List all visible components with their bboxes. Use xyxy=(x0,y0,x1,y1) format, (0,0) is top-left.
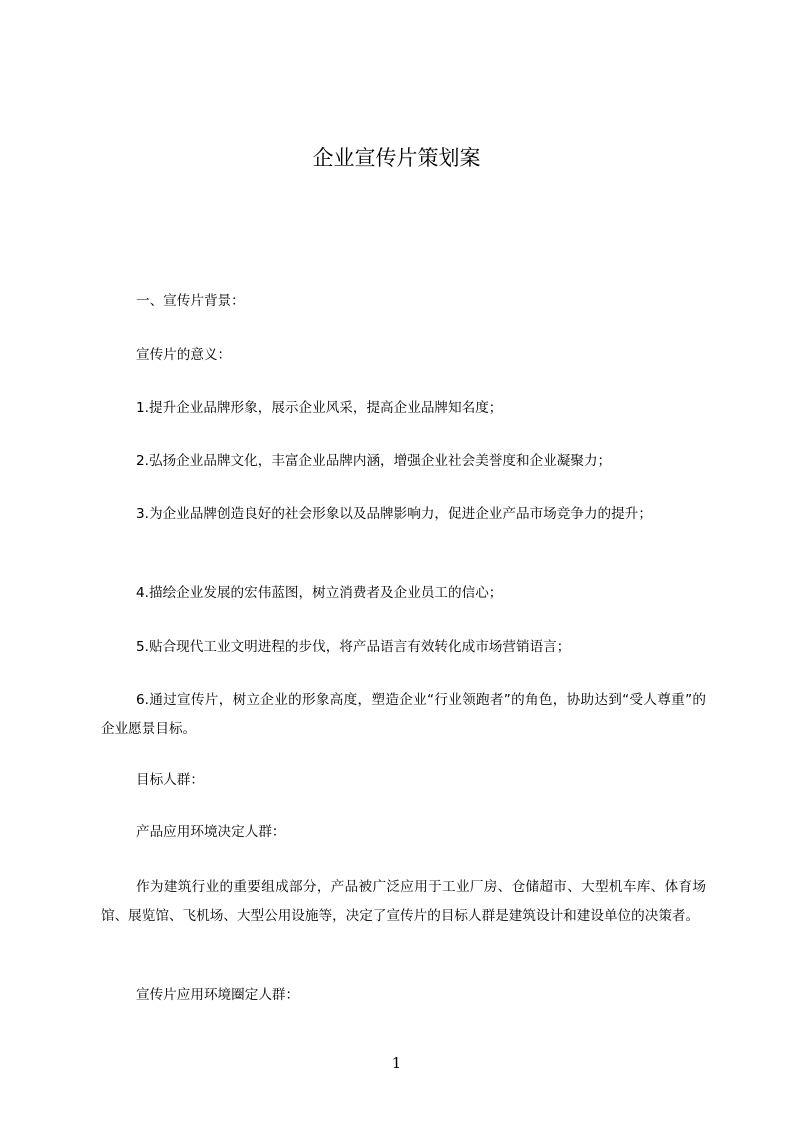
page-number: 1 xyxy=(391,1054,402,1072)
subheading-significance: 宣传片的意义： xyxy=(136,347,232,363)
list-item-5: 5.贴合现代工业文明进程的步伐，将产品语言有效转化成市场营销语言； xyxy=(136,639,571,655)
section-heading-background: 一、宣传片背景： xyxy=(136,293,245,309)
document-title: 企业宣传片策划案 xyxy=(312,146,481,170)
subheading-video-environment: 宣传片应用环境圈定人群： xyxy=(136,987,300,1003)
list-item-2: 2.弘扬企业品牌文化，丰富企业品牌内涵，增强企业社会美誉度和企业凝聚力； xyxy=(136,453,612,469)
body-paragraph-audience: 作为建筑行业的重要组成部分，产品被广泛应用于工业厂房、仓储超市、大型机车库、体育场馆、展览馆、飞机场、大型公用设施等，决定了宣传片的目标人群是建筑设计和建设单位的决策者。 xyxy=(101,879,706,924)
subheading-product-environment: 产品应用环境决定人群： xyxy=(136,824,286,840)
subheading-target-audience: 目标人群： xyxy=(136,772,204,788)
list-item-1: 1.提升企业品牌形象，展示企业风采，提高企业品牌知名度； xyxy=(136,400,503,416)
list-item-3: 3.为企业品牌创造良好的社会形象以及品牌影响力，促进企业产品市场竞争力的提升； xyxy=(136,506,652,522)
list-item-6: 6.通过宣传片，树立企业的形象高度，塑造企业“行业领跑者”的角色，协助达到“受人尊重”的企业愿景目标。 xyxy=(101,692,706,737)
list-item-4: 4.描绘企业发展的宏伟蓝图，树立消费者及企业员工的信心； xyxy=(136,585,503,601)
